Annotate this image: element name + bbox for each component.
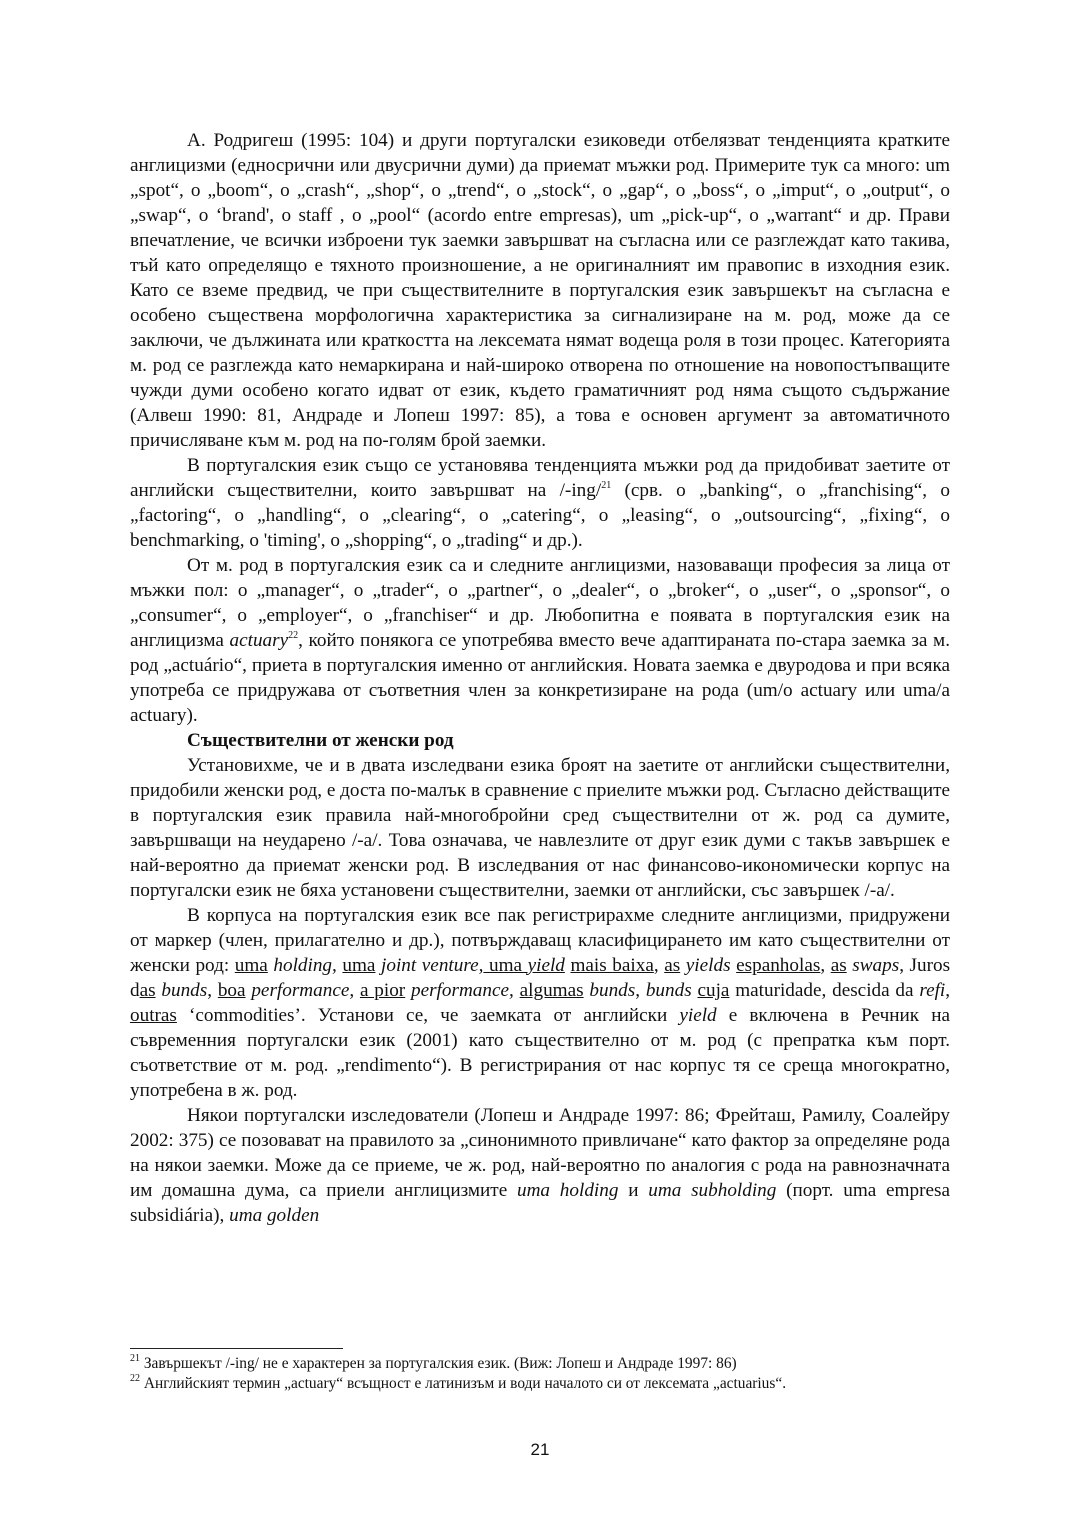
text-run: maturidade, descida da — [729, 980, 920, 1001]
underlined-text: mais baixa — [570, 955, 654, 976]
text-run: , който понякога се употребява вместо вече адаптираната по-стара заемка за м. род „actuário“, приета в португалския именно от английския. Новата заемка е двуродова и при всяка употреба се придружава от съответния член за конкретизиране на рода (um/o actuary или uma/a actuary). — [130, 630, 950, 726]
text-run: и — [618, 1180, 649, 1201]
footnote-text: Завършекът /-ing/ не е характерен за португалския език. (Виж: Лопеш и Андраде 1997: 86) — [140, 1355, 737, 1372]
text-run: , — [945, 980, 951, 1001]
footnote-text: Английският термин „actuary“ всъщност е латинизъм и води началото си от лексемата „actuarius“. — [140, 1375, 787, 1392]
text-run: От м. род в португалския език са и следните англицизми, назоваващи професия за лица от мъжки пол: o „manager“, o „trader“, o „partner“, o „dealer“, o „broker“, o „user“, o „sponsor“, o „consumer“, o „employer“, o „franchiser“ и др. Любопитна е появата в португалския език на англицизма — [130, 555, 950, 651]
footnote-number: 22 — [130, 1372, 140, 1384]
underlined-text: cuja — [697, 980, 730, 1001]
italic-text: uma holding — [516, 1180, 619, 1201]
paragraph — [130, 903, 950, 1103]
italic-text: holding, — [273, 955, 337, 976]
underlined-text: boa — [217, 980, 246, 1001]
underlined-text: as — [664, 955, 681, 976]
text-run: , — [635, 980, 646, 1001]
italic-text: performance, — [251, 980, 355, 1001]
paragraph — [130, 128, 950, 453]
paragraph — [130, 553, 950, 728]
text-run: Някои португалски изследователи (Лопеш и Андраде 1997: 86; Фрейташ, Рамилу, Соалейру 2002: 375) се позовават на правилото за „синонимното привличане“ като фактор за определяне рода на някои заемки. Може да се приеме, че ж. род, най-вероятно по аналогия с рода на равнозначната им домашна дума, са приели англицизмите — [130, 1105, 950, 1201]
text-run: В корпуса на португалския език все пак регистрирахме следните англицизми, придружени от маркер (член, прилагателно и др.), потвърждаващ класифицирането им като съществителни от женски род: — [130, 905, 950, 976]
italic-text: bunds — [589, 980, 636, 1001]
section-heading — [130, 728, 950, 753]
paragraph — [130, 753, 950, 903]
underlined-text: uma — [234, 955, 268, 976]
body-text — [130, 128, 950, 1228]
italic-text: bunds — [645, 980, 692, 1001]
underlined-text: uma — [342, 955, 376, 976]
footnote — [130, 1354, 950, 1374]
text-run: (порт. uma empresa subsidiária), — [130, 1180, 950, 1226]
underlined-text: a pior — [359, 980, 406, 1001]
underlined-text: algumas — [519, 980, 584, 1001]
underlined-text: outras — [130, 1005, 177, 1026]
footnote-ref: 22 — [288, 629, 299, 641]
text-run: ‘commodities’. Установи се, че заемката от английски — [176, 1005, 680, 1026]
underlined-text: uma — [483, 955, 528, 976]
italic-text: bunds — [161, 980, 208, 1001]
underlined-italic-text: yield — [527, 955, 565, 976]
italic-text: joint venture, — [381, 955, 484, 976]
italic-text: yields — [685, 955, 731, 976]
text-run: А. Родригеш (1995: 104) и други португалски езиковеди отбелязват тенденцията кратките англицизми (едносрични или двусрични думи) да приемат мъжки род. Примерите тук са много: um „spot“, o „boom“, o „crash“, „shop“, o „trend“, o „stock“, o „gap“, o „boss“, o „imput“, o „output“, o „swap“, o ‘brand', o staff , o „pool“ (acordo entre empresas), um „pick-up“, o „warrant“ и др. Прави впечатление, че всички изброени тук заемки завършват на съгласна или се разглеждат като такива, тъй като определящо е тяхното произношение, а не оригиналният им правопис в изходния език. Като се вземе предвид, че при съществителните в португалския език завършекът на съгласна е особено съществена морфологична характеристика за сигнализиране на м. род, може да се заключи, че дължината или краткостта на лексемата нямат водеща роля в този процес. Категорията м. род се разглежда като немаркирана и най-широко отворена по отношение на новопостъпващите чужди думи особено когато идват от език, където граматичният род няма същото съдържание (Алвеш 1990: 81, Андраде и Лопеш 1997: 85), а това е основен аргумент за автоматичното причисляване към м. род на по-голям брой заемки. — [130, 130, 950, 451]
footnote-ref: 21 — [601, 479, 612, 491]
italic-text: refi — [919, 980, 946, 1001]
text-run: В португалския език също се установява тенденцията мъжки род да придобиват заетите от английски съществителни, които завършват на /-ing/ — [130, 455, 950, 501]
text-run: , — [820, 955, 831, 976]
text-run: , — [207, 980, 218, 1001]
text-run: Съществителни от женски род — [187, 730, 454, 751]
paragraph — [130, 453, 950, 553]
text-run: е включена в Речник на съвременния португалски език (2001) като съществително от м. род (с препратка към порт. съответствие от м. род. „rendimento“). В регистрирания от нас корпус тя се среща многократно, употребена в ж. род. — [130, 1005, 950, 1101]
italic-text: uma subholding — [648, 1180, 777, 1201]
paragraph — [130, 1103, 950, 1228]
text-run: , — [653, 955, 665, 976]
underlined-text: as — [139, 980, 156, 1001]
text-run: (срв. o „banking“, o „franchising“, o „factoring“, o „handling“, o „clearing“, o „catering“, o „leasing“, o „outsourcing“, „fixing“, o benchmarking, o 'timing', o „shopping“, o „trading“ и др.). — [130, 480, 950, 551]
footnote — [130, 1374, 950, 1394]
underlined-text: as — [830, 955, 847, 976]
text-run: Установихме, че и в двата изследвани езика броят на заетите от английски съществителни, придобили женски род, е доста по-малък в сравнение с приелите мъжки род. Съгласно действащите в португалския език правила най-многобройни сред съществителни от ж. род са думите, завършващи на неударено /-a/. Това означава, че навлезлите от друг език думи с такъв завършек е най-вероятно да приемат женски род. В изследвания от нас финансово-икономически корпус на португалски език не бяха установени съществителни, заемки от английски, със завършек /-a/. — [130, 755, 950, 901]
italic-text: uma golden — [229, 1205, 320, 1226]
footnote-number: 21 — [130, 1352, 140, 1364]
italic-text: swaps — [852, 955, 900, 976]
footnote-separator — [130, 1348, 343, 1349]
page-number: 21 — [530, 1440, 550, 1459]
underlined-text: espanholas — [736, 955, 821, 976]
italic-text: yield — [679, 1005, 717, 1026]
italic-text: performance, — [410, 980, 514, 1001]
text-run: , Juros d — [130, 955, 951, 1001]
italic-text: actuary — [229, 630, 289, 651]
footnotes — [130, 1354, 950, 1394]
